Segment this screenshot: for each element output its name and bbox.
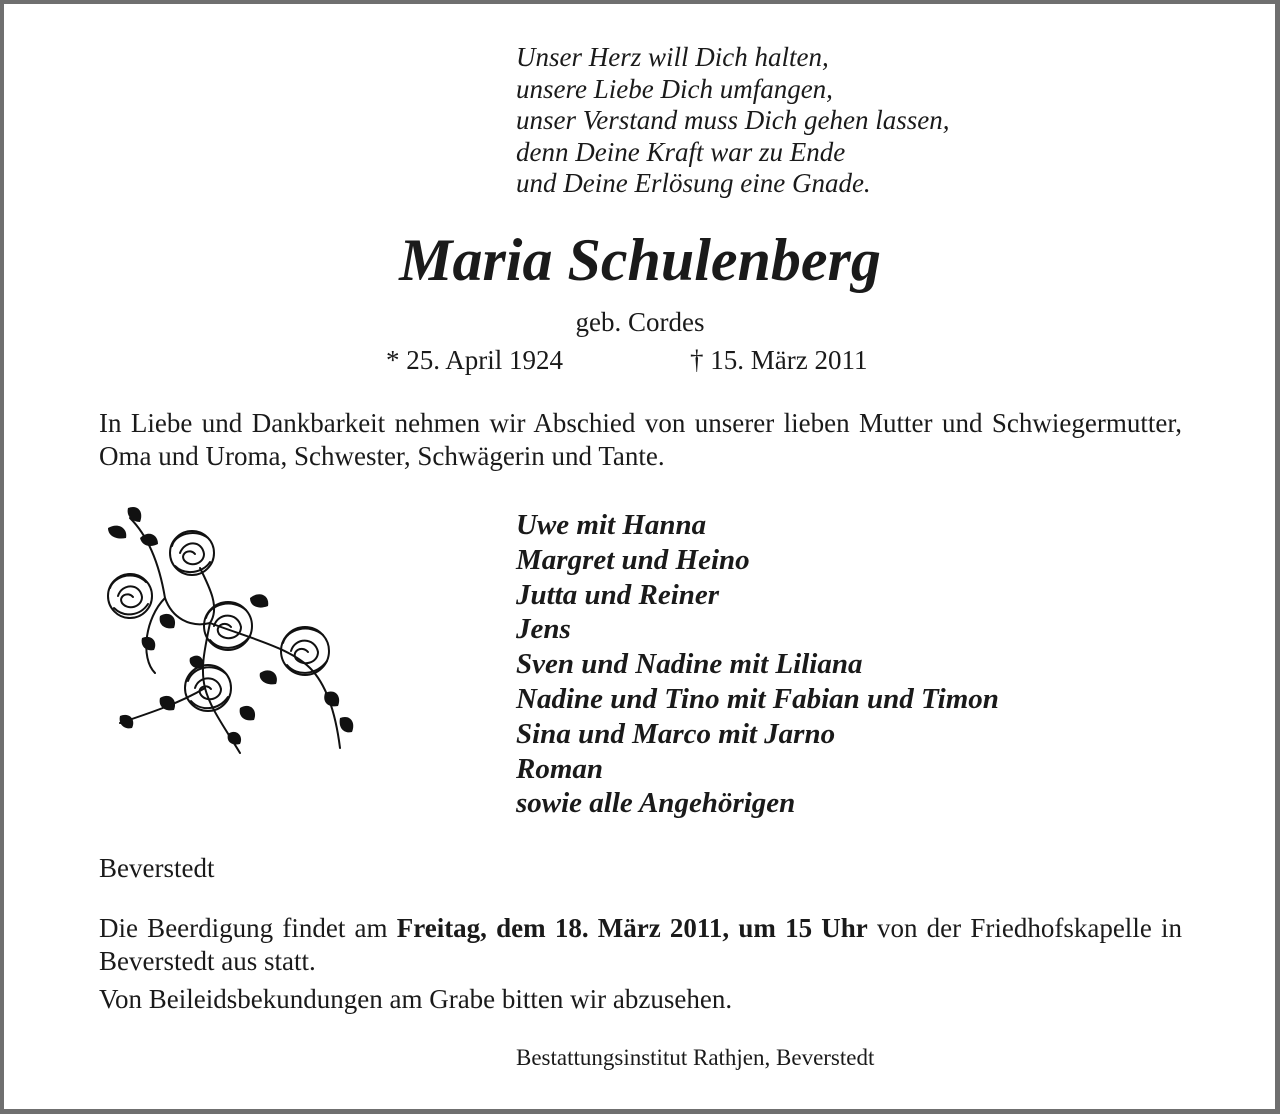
intro-text: In Liebe und Dankbarkeit nehmen wir Abschied von unserer lieben Mutter und Schwiegermutter, Oma und Uroma, Schwester, Schwägerin und Tante.	[99, 408, 1182, 471]
poem	[516, 42, 949, 200]
birth-name: geb. Cordes	[575, 307, 705, 337]
mourners-list	[516, 508, 999, 821]
mourner-entry: Jens	[516, 613, 571, 646]
funeral-notice	[99, 912, 1182, 978]
poem-line: Unser Herz will Dich halten,	[516, 42, 829, 72]
mourner-entry: Margret und Heino	[516, 543, 750, 576]
poem-line: denn Deine Kraft war zu Ende	[516, 136, 846, 167]
funeral-date-time: Freitag, dem 18. März 2011, um 15 Uhr	[396, 913, 868, 943]
death-date: † 15. März 2011	[690, 345, 868, 375]
mourner-entry: Roman	[516, 752, 604, 785]
mourner-entry: Nadine und Tino mit Fabian und Timon	[516, 682, 999, 715]
rose-bloom	[170, 531, 214, 575]
mourner-entry: Uwe mit Hanna	[516, 509, 707, 541]
deceased-name: Maria Schulenberg	[399, 227, 881, 293]
mourner-entry: sowie alle Angehörigen	[516, 787, 796, 820]
condolence-note: Von Beileidsbekundungen am Grabe bitten wir abzusehen.	[99, 984, 733, 1014]
birth-date: * 25. April 1924	[386, 345, 564, 375]
poem-line: unsere Liebe Dich umfangen,	[516, 73, 833, 104]
mourner-entry: Sven und Nadine mit Liliana	[516, 648, 863, 681]
poem-line: und Deine Erlösung eine Gnade.	[516, 168, 871, 199]
rose-branch-icon	[100, 498, 360, 756]
mourner-entry: Jutta und Reiner	[516, 578, 720, 611]
undertaker-name: Bestattungsinstitut Rathjen, Beverstedt	[516, 1045, 875, 1070]
poem-line: unser Verstand muss Dich gehen lassen,	[516, 105, 950, 136]
funeral-text-before: Die Beerdigung findet am	[99, 913, 388, 943]
mourner-entry: Sina und Marco mit Jarno	[516, 717, 836, 750]
place-name: Beverstedt	[99, 853, 215, 883]
funeral-text-after: von der Friedhofskapelle in Beverstedt aus statt.	[99, 913, 1182, 976]
